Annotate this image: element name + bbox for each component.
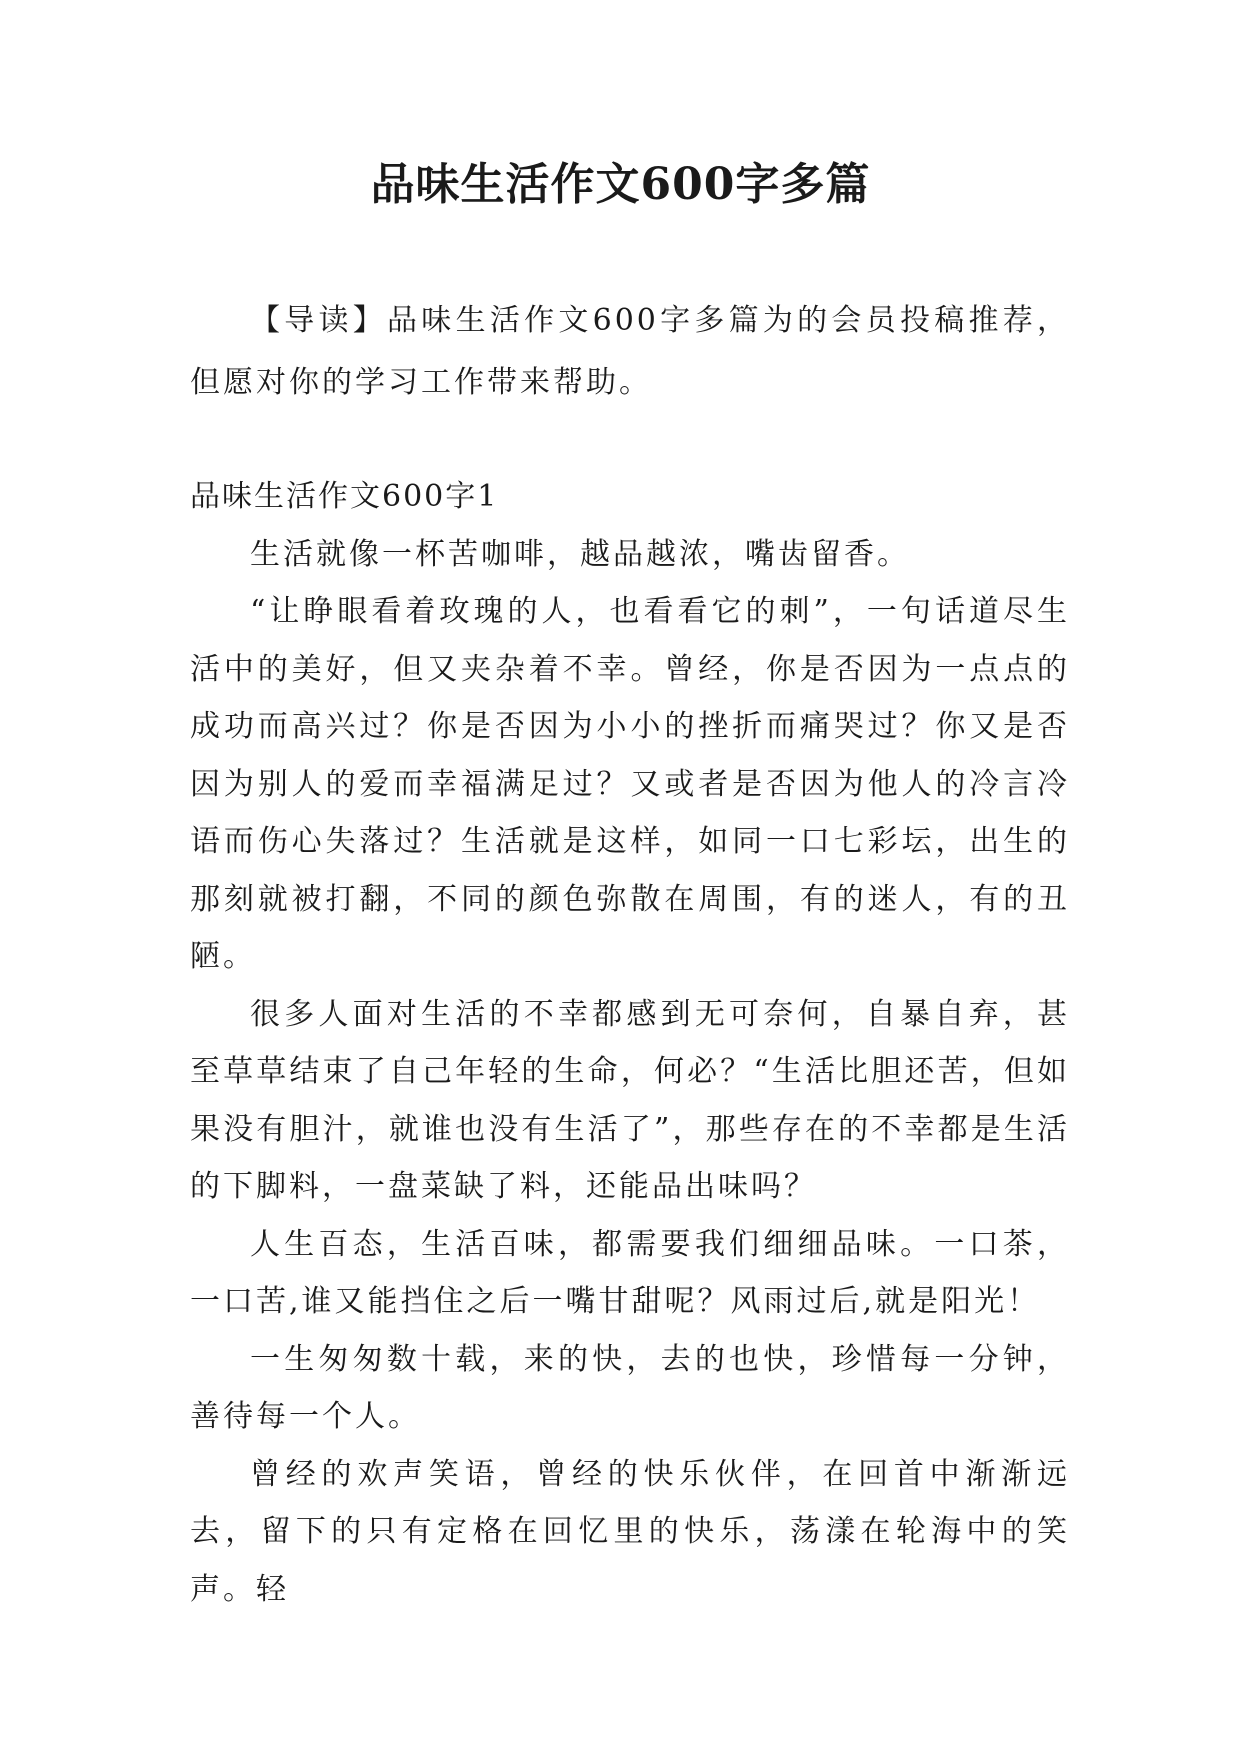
document-title: 品味生活作文600字多篇 bbox=[370, 159, 871, 210]
body-paragraph-2: “让睁眼看着玫瑰的人，也看看它的刺”，一句话道尽生活中的美好，但又夹杂着不幸。曾经，你是否因为一点点的成功而高兴过？你是否因为小小的挫折而痛哭过？你又是否因为别人的爱而幸福满足过？又或者是否因为他人的冷言冷语而伤心失落过？生活就是这样，如同一口七彩坛，出生的那刻就被打翻，不同的颜色弥散在周围，有的迷人，有的丑陋。 bbox=[190, 594, 1070, 974]
section-heading: 品味生活作文600字1 bbox=[190, 479, 499, 514]
intro-paragraph: 【导读】品味生活作文600字多篇为的会员投稿推荐，但愿对你的学习工作带来帮助。 bbox=[190, 303, 1070, 400]
body-paragraph-5: 一生匆匆数十载，来的快，去的也快，珍惜每一分钟，善待每一个人。 bbox=[190, 1341, 1070, 1434]
document-body bbox=[190, 290, 1070, 1618]
body-paragraph-6: 曾经的欢声笑语，曾经的快乐伙伴，在回首中渐渐远去，留下的只有定格在回忆里的快乐，荡漾在轮海中的笑声。轻 bbox=[190, 1456, 1070, 1607]
body-paragraph-3: 很多人面对生活的不幸都感到无可奈何，自暴自弃，甚至草草结束了自己年轻的生命，何必？“生活比胆还苦，但如果没有胆汁，就谁也没有生活了”，那些存在的不幸都是生活的下脚料，一盘菜缺了料，还能品出味吗？ bbox=[190, 996, 1070, 1204]
body-paragraph-1: 生活就像一杯苦咖啡，越品越浓，嘴齿留香。 bbox=[250, 536, 910, 572]
body-paragraph-4: 人生百态，生活百味，都需要我们细细品味。一口茶，一口苦,谁又能挡住之后一嘴甘甜呢？风雨过后,就是阳光！ bbox=[190, 1226, 1070, 1319]
